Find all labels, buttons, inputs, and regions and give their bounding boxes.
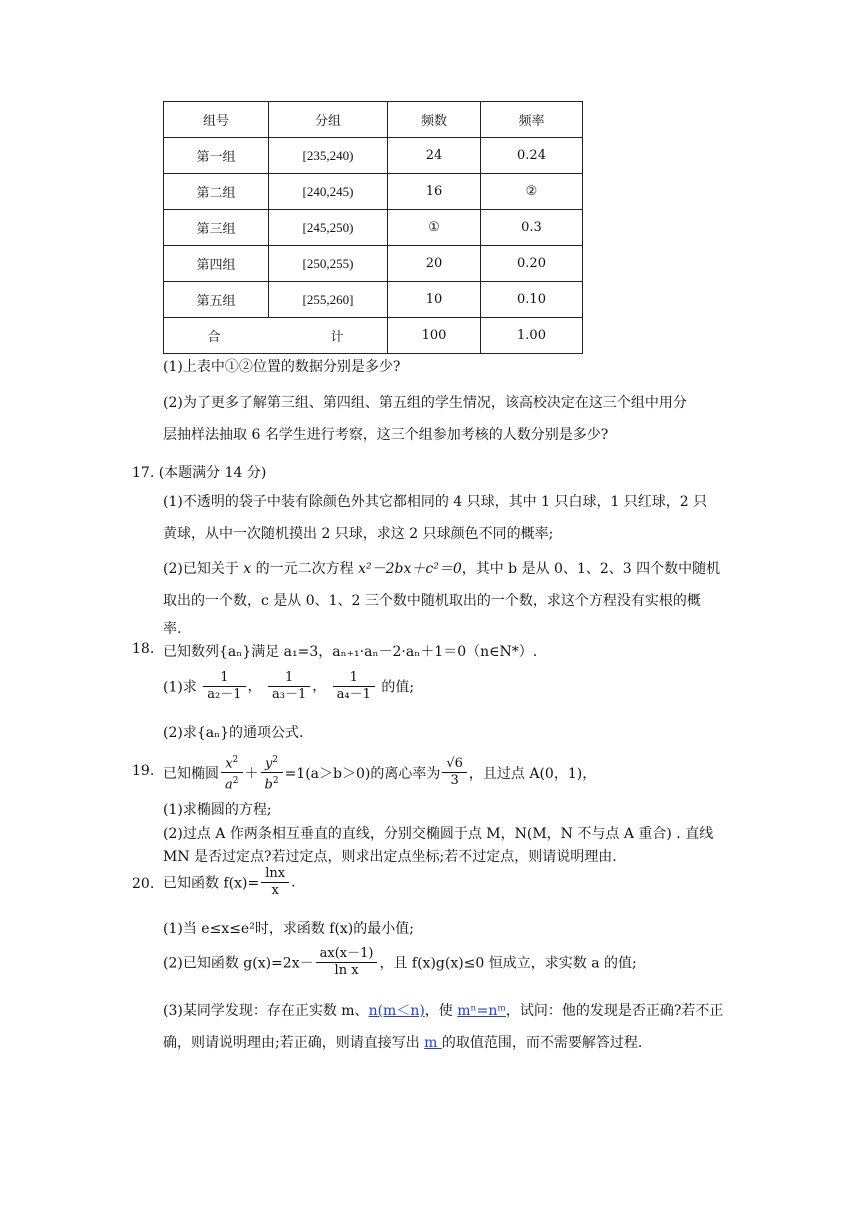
frac-numerator: 1 xyxy=(268,670,310,687)
q16-part1: (1)上表中①②位置的数据分别是多少? xyxy=(163,359,401,375)
table-cell: 0.20 xyxy=(481,246,583,282)
table-row xyxy=(164,174,583,210)
frac-denominator: 3 xyxy=(450,773,459,789)
table-cell: 20 xyxy=(388,246,481,282)
header-cell: 组号 xyxy=(164,102,269,138)
q19-stem: 已知椭圆 $\frac{x^2}{a^2}$ ＋ $\frac{y^2}{b^2}$ =1(a＞b＞0)的离心率为 $\frac{√6}{3}$ ，且过点 A(0，1)， xyxy=(163,752,596,794)
q20-p3-mid: ，使 xyxy=(424,1003,458,1019)
frac-denominator: a₄－1 xyxy=(336,687,371,702)
hyperlink-equation[interactable]: mⁿ=nᵐ xyxy=(457,1003,506,1019)
table-row xyxy=(164,210,583,246)
table-row xyxy=(164,138,583,174)
header-cell: 分组 xyxy=(269,102,388,138)
total-label-a: 合 xyxy=(207,330,221,345)
header-cell: 频数 xyxy=(388,102,481,138)
hyperlink-m[interactable]: m xyxy=(424,1035,442,1051)
table-row xyxy=(164,282,583,318)
table-row xyxy=(164,246,583,282)
table-cell: ① xyxy=(388,210,481,246)
frac-numerator: ax(x－1) xyxy=(316,946,378,963)
table-cell: [250,255) xyxy=(269,246,388,282)
hyperlink-n[interactable]: n(m＜n) xyxy=(368,1003,425,1019)
q17-part2-line3: 率. xyxy=(163,621,182,637)
g-fraction xyxy=(316,946,378,979)
fraction xyxy=(203,670,245,703)
table-cell: 第二组 xyxy=(164,174,269,210)
q19-stem-post: ，且过点 A(0，1)， xyxy=(468,765,597,782)
table-cell: ② xyxy=(481,174,583,210)
frac-numerator: 1 xyxy=(333,670,375,687)
q18-part2: (2)求{aₙ}的通项公式. xyxy=(163,725,304,741)
q20-p3b-pre: 确，则请说明理由;若正确，则请直接写出 xyxy=(163,1035,425,1051)
q20-stem-pre: 已知函数 f(x)= xyxy=(163,875,260,892)
table-cell: 16 xyxy=(388,174,481,210)
fraction xyxy=(268,670,310,703)
q20-part3-line1 xyxy=(163,1000,723,1020)
frac-denominator: a₂－1 xyxy=(207,687,242,702)
q17-part1-line2: 黄球，从中一次随机摸出 2 只球，求这 2 只球颜色不同的概率; xyxy=(163,526,554,542)
ellipse-y-term: $\frac{y^2}{b^2}$ xyxy=(261,752,283,794)
frequency-table xyxy=(163,101,583,354)
fraction xyxy=(333,670,375,703)
q20-p3-pre: (3)某同学发现：存在正实数 m、 xyxy=(163,1003,369,1019)
q17-equation: x²－2bx＋c²＝0 xyxy=(358,561,462,577)
q18-stem: 已知数列{aₙ}满足 a₁=3，aₙ₊₁·aₙ－2·aₙ＋1＝0（n∈N*）. xyxy=(163,644,538,660)
q20-part1: (1)当 e≤x≤e²时，求函数 f(x)的最小值; xyxy=(163,921,414,937)
header-cell: 频率 xyxy=(481,102,583,138)
q16-part2-line2: 层抽样法抽取 6 名学生进行考察，这三个组参加考核的人数分别是多少? xyxy=(163,427,609,443)
table-cell: 第三组 xyxy=(164,210,269,246)
table-total-row xyxy=(164,318,583,354)
frac-numerator: lnx xyxy=(261,866,289,883)
q20-p2-pre: (2)已知函数 g(x)=2x－ xyxy=(163,955,314,972)
q20-part3-line2 xyxy=(163,1032,642,1052)
q19-part2-line2: MN 是否过定点?若过定点，则求出定点坐标;若不过定点，则请说明理由. xyxy=(163,849,617,865)
q20-part2 xyxy=(163,946,637,979)
q18-number: 18. xyxy=(132,641,155,657)
table-cell: 0.3 xyxy=(481,210,583,246)
q17-p2-pre: (2)已知关于 xyxy=(163,561,244,577)
frac-denominator: x xyxy=(271,883,279,898)
table-cell: 24 xyxy=(388,138,481,174)
table-cell: 0.10 xyxy=(481,282,583,318)
q18-p1-post: 的值; xyxy=(381,679,415,696)
table-cell: [245,250) xyxy=(269,210,388,246)
table-cell: 10 xyxy=(388,282,481,318)
table-cell: [255,260] xyxy=(269,282,388,318)
table-cell: [240,245) xyxy=(269,174,388,210)
q17-part2-line1: (2)已知关于 x 的一元二次方程 x²－2bx＋c²＝0，其中 b 是从 0、1、2、3 四个数中随机 xyxy=(163,561,721,577)
q19-part1: (1)求椭圆的方程; xyxy=(163,802,272,818)
q20-p2-post: ，且 f(x)g(x)≤0 恒成立，求实数 a 的值; xyxy=(379,955,637,972)
q19-stem-mid: =1(a＞b＞0)的离心率为 xyxy=(284,765,441,782)
q20-p3-post: ，试问：他的发现是否正确?若不正 xyxy=(505,1003,724,1019)
q19-number: 19. xyxy=(132,763,155,779)
q19-stem-pre: 已知椭圆 xyxy=(163,765,219,782)
q20-stem: 已知函数 f(x)= $\frac{\ln x}{x}$ . xyxy=(163,866,296,898)
q17-p2-post: ，其中 b 是从 0、1、2、3 四个数中随机 xyxy=(461,561,721,577)
frac-denominator: ln x xyxy=(334,963,359,978)
table-cell: 第一组 xyxy=(164,138,269,174)
frac-numerator: 1 xyxy=(203,670,245,687)
table-cell: 0.24 xyxy=(481,138,583,174)
frac-numerator: √6 xyxy=(442,756,467,773)
function-fraction xyxy=(261,866,289,899)
q16-part2-line1: (2)为了更多了解第三组、第四组、第五组的学生情况，该高校决定在这三个组中用分 xyxy=(163,395,687,411)
q17-part2-line2: 取出的一个数，c 是从 0、1、2 三个数中随机取出的一个数，求这个方程没有实根的概 xyxy=(163,593,701,609)
eccentricity-fraction xyxy=(442,756,467,789)
table-cell: 100 xyxy=(388,318,481,354)
total-label-cell xyxy=(164,318,388,354)
q20-p3b-post: 的取值范围，而不需要解答过程. xyxy=(441,1035,643,1051)
q18-part1: (1)求 $\frac{1}{\text{a₂－1}}$ ， $\frac{1}{\text{a₃－1}}$ ， $\frac{1}{\text{a₄－1}}$ 的值; xyxy=(163,670,415,702)
q20-number: 20. xyxy=(132,876,155,892)
table-cell: [235,240) xyxy=(269,138,388,174)
q17-heading: 17. (本题满分 14 分) xyxy=(132,465,267,481)
q17-p2-mid: 的一元二次方程 xyxy=(251,561,359,577)
ellipse-x-term: $\frac{x^2}{a^2}$ xyxy=(221,752,243,794)
table-cell: 1.00 xyxy=(481,318,583,354)
q17-part1-line1: (1)不透明的袋子中装有除颜色外其它都相同的 4 只球，其中 1 只白球，1 只红球，2 只 xyxy=(163,494,708,510)
total-label-b: 计 xyxy=(330,330,344,345)
frac-denominator: a₃－1 xyxy=(271,687,307,702)
table-cell: 第五组 xyxy=(164,282,269,318)
table-cell: 第四组 xyxy=(164,246,269,282)
q18-p1-pre: (1)求 xyxy=(163,679,197,696)
q19-part2-line1: (2)过点 A 作两条相互垂直的直线，分别交椭圆于点 M，N(M，N 不与点 A 重合) . 直线 xyxy=(163,826,714,842)
table-header-row xyxy=(164,102,583,138)
